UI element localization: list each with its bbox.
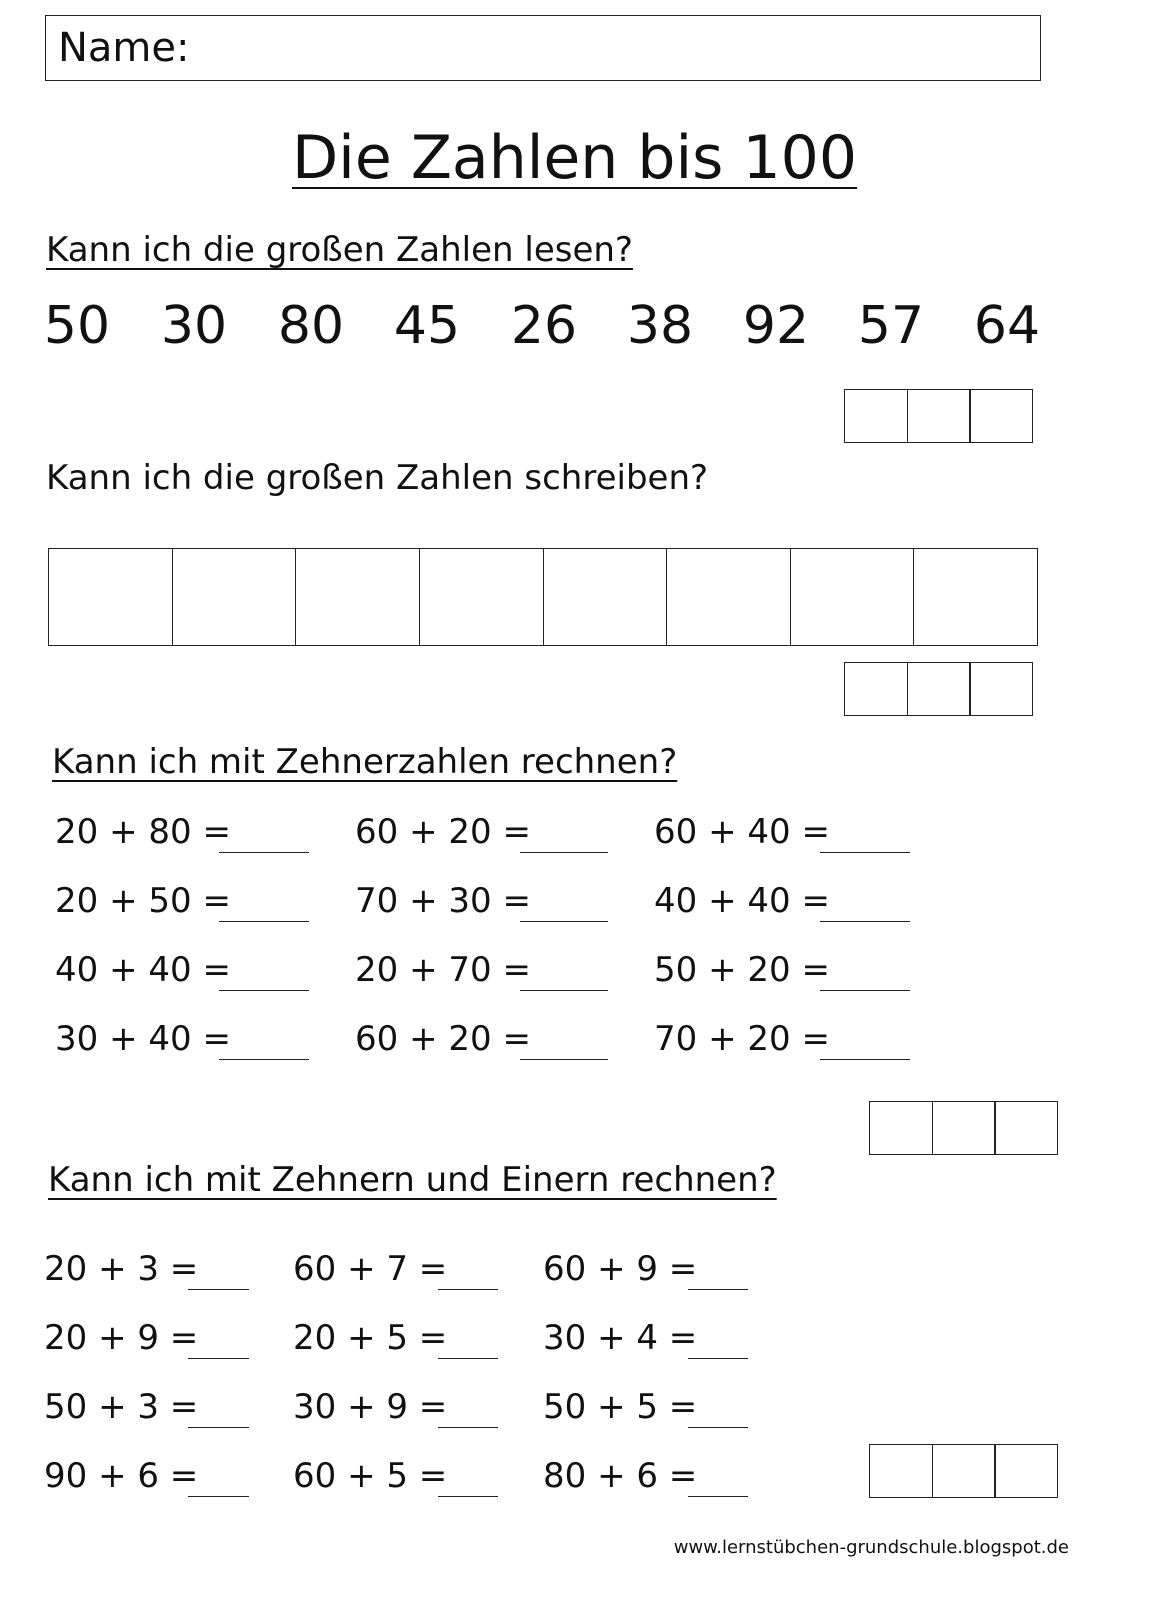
- self-assessment-boxes: [869, 1101, 1058, 1155]
- writing-box[interactable]: [543, 549, 667, 645]
- equation: 60 + 9 =: [543, 1249, 698, 1289]
- number-item: 57: [857, 296, 925, 356]
- assessment-box[interactable]: [869, 1444, 933, 1498]
- answer-blank[interactable]: [688, 1358, 748, 1359]
- number-item: 26: [510, 296, 578, 356]
- page-title: [0, 118, 1149, 198]
- equation: 50 + 3 =: [44, 1387, 199, 1427]
- writing-box[interactable]: [913, 549, 1037, 645]
- name-label: Name:: [58, 25, 190, 71]
- equation: 60 + 5 =: [293, 1456, 448, 1496]
- equation: 40 + 40 =: [55, 950, 231, 990]
- answer-blank[interactable]: [438, 1289, 498, 1290]
- self-assessment-boxes: [844, 662, 1033, 716]
- answer-blank[interactable]: [219, 990, 309, 991]
- number-item: 64: [973, 296, 1041, 356]
- equation: 20 + 3 =: [44, 1249, 199, 1289]
- footer-url: www.lernstübchen-grundschule.blogspot.de: [673, 1537, 1069, 1558]
- writing-box[interactable]: [790, 549, 914, 645]
- section3-heading: Kann ich mit Zehnerzahlen rechnen?: [52, 742, 678, 782]
- assessment-box[interactable]: [969, 662, 1033, 716]
- name-field[interactable]: [45, 15, 1041, 81]
- assessment-box[interactable]: [844, 662, 908, 716]
- assessment-box[interactable]: [994, 1101, 1058, 1155]
- number-item: 92: [742, 296, 810, 356]
- section4-heading: Kann ich mit Zehnern und Einern rechnen?: [48, 1160, 777, 1200]
- writing-box[interactable]: [419, 549, 543, 645]
- answer-blank[interactable]: [688, 1496, 748, 1497]
- answer-blank[interactable]: [219, 852, 309, 853]
- answer-blank[interactable]: [438, 1496, 498, 1497]
- assessment-box[interactable]: [994, 1444, 1058, 1498]
- assessment-box[interactable]: [869, 1101, 933, 1155]
- equation: 20 + 5 =: [293, 1318, 448, 1358]
- answer-blank[interactable]: [520, 921, 608, 922]
- number-item: 50: [43, 296, 111, 356]
- equation: 70 + 30 =: [355, 881, 531, 921]
- answer-blank[interactable]: [820, 921, 910, 922]
- answer-blank[interactable]: [188, 1289, 249, 1290]
- writing-boxes: [48, 548, 1038, 646]
- number-item: 45: [393, 296, 461, 356]
- equation: 60 + 40 =: [654, 812, 830, 852]
- assessment-box[interactable]: [932, 1444, 996, 1498]
- equation: 20 + 50 =: [55, 881, 231, 921]
- writing-box[interactable]: [172, 549, 296, 645]
- assessment-box[interactable]: [969, 389, 1033, 443]
- answer-blank[interactable]: [188, 1496, 249, 1497]
- equation: 30 + 4 =: [543, 1318, 698, 1358]
- answer-blank[interactable]: [688, 1427, 748, 1428]
- answer-blank[interactable]: [188, 1427, 249, 1428]
- equation: 70 + 20 =: [654, 1019, 830, 1059]
- equation: 90 + 6 =: [44, 1456, 199, 1496]
- answer-blank[interactable]: [820, 1059, 910, 1060]
- equation: 30 + 9 =: [293, 1387, 448, 1427]
- equation: 20 + 80 =: [55, 812, 231, 852]
- equation: 50 + 20 =: [654, 950, 830, 990]
- equation: 40 + 40 =: [654, 881, 830, 921]
- page-title-text: Die Zahlen bis 100: [291, 123, 858, 193]
- answer-blank[interactable]: [438, 1358, 498, 1359]
- assessment-box[interactable]: [907, 662, 971, 716]
- equation: 20 + 9 =: [44, 1318, 199, 1358]
- section1-heading: Kann ich die großen Zahlen lesen?: [46, 230, 633, 270]
- answer-blank[interactable]: [520, 1059, 608, 1060]
- writing-box[interactable]: [295, 549, 419, 645]
- answer-blank[interactable]: [520, 990, 608, 991]
- equation: 30 + 40 =: [55, 1019, 231, 1059]
- equation: 80 + 6 =: [543, 1456, 698, 1496]
- answer-blank[interactable]: [219, 1059, 309, 1060]
- answer-blank[interactable]: [520, 852, 608, 853]
- assessment-box[interactable]: [844, 389, 908, 443]
- answer-blank[interactable]: [688, 1289, 748, 1290]
- number-item: 30: [160, 296, 228, 356]
- equation: 50 + 5 =: [543, 1387, 698, 1427]
- assessment-box[interactable]: [907, 389, 971, 443]
- writing-box[interactable]: [49, 549, 172, 645]
- number-item: 38: [626, 296, 694, 356]
- equation: 60 + 7 =: [293, 1249, 448, 1289]
- self-assessment-boxes: [844, 389, 1033, 443]
- equation: 60 + 20 =: [355, 1019, 531, 1059]
- answer-blank[interactable]: [438, 1427, 498, 1428]
- answer-blank[interactable]: [219, 921, 309, 922]
- self-assessment-boxes: [869, 1444, 1058, 1498]
- answer-blank[interactable]: [820, 990, 910, 991]
- equation: 60 + 20 =: [355, 812, 531, 852]
- assessment-box[interactable]: [932, 1101, 996, 1155]
- answer-blank[interactable]: [820, 852, 910, 853]
- section2-heading: Kann ich die großen Zahlen schreiben?: [46, 458, 709, 498]
- equation: 20 + 70 =: [355, 950, 531, 990]
- writing-box[interactable]: [666, 549, 790, 645]
- answer-blank[interactable]: [188, 1358, 249, 1359]
- number-item: 80: [277, 296, 345, 356]
